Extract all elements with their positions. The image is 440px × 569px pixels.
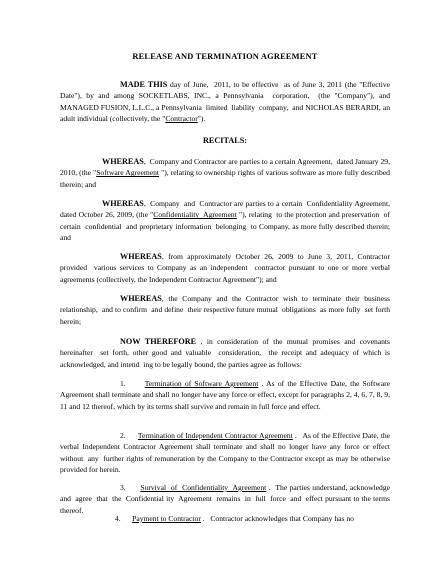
clause-4-number: 4. — [115, 514, 121, 523]
whereas-3-text: , from approximately October 26, 2009 to June 3, 2011, Contractor provided various services to Company as an independent contractor pursuant to one or more verbal agreements (collectively, the Independent Contractor Agreement"); and — [60, 252, 392, 284]
whereas-2-text-2: "), relating to the protection and preservation of certain confidential and proprietary information belonging to Company, as more fully described therein; and — [60, 210, 392, 242]
whereas-3-lead: WHEREAS — [120, 252, 162, 261]
clause-1-heading: Termination of Software Agreement — [144, 379, 259, 388]
document-title: RELEASE AND TERMINATION AGREEMENT — [132, 52, 318, 61]
whereas-2-term: Confidentiality Agreement — [153, 210, 237, 220]
clause-2 — [60, 430, 390, 475]
clause-2-text: . As of the Effective Date, the verbal Independent Contractor Agreement shall terminate and shall no longer have any force or effect without any further rights of remuneration by the Company to the Contractor except as may be otherwise provided for herein. — [60, 431, 392, 474]
whereas-paragraph-2 — [60, 198, 394, 243]
intro-contractor-term: Contractor — [165, 113, 198, 123]
clause-3-heading: Survival of Confidentiality Agreement — [140, 483, 267, 492]
clause-1 — [60, 378, 390, 412]
now-therefore-paragraph — [60, 336, 390, 370]
intro-lead: MADE THIS — [120, 80, 168, 89]
clause-3-number: 3. — [120, 483, 126, 492]
whereas-4-lead: WHEREAS — [120, 294, 162, 303]
clause-3-text: . The parties understand, acknowledge and agree that the Confidential ity Agreement remains in full force and effect pursuant to the terms thereof. — [60, 483, 394, 515]
whereas-1-text-1: , Company and Contractor are parties to a certain Agreement, dated January 29, 2010, (the " — [60, 157, 392, 178]
clause-2-heading: Termination of Independent Contractor Agreement — [137, 431, 293, 440]
whereas-paragraph-4 — [60, 293, 390, 327]
whereas-paragraph-3 — [60, 251, 390, 285]
intro-text-2: "). — [197, 113, 206, 123]
clause-2-number: 2. — [120, 431, 126, 440]
clause-3 — [60, 482, 394, 516]
clause-1-text: . As of the Effective Date, the Software Agreement shall terminate and shall no longer have any force or effect, except for paragraphs 2, 4, 6, 7, 8, 9, 11 and 12 thereof, which by its terms shall survive and remain in full force and effect. — [60, 379, 392, 411]
whereas-2-text-1: , Company and Contractor are parties to a certain Confidentiality Agreement, dated October 26, 2009, (the " — [60, 199, 394, 220]
whereas-paragraph-1 — [60, 156, 390, 190]
whereas-1-lead: WHEREAS — [102, 157, 144, 166]
intro-paragraph — [60, 79, 390, 124]
clause-4-text: . Contractor acknowledges that Company has no — [200, 514, 354, 523]
clause-4-heading: Payment to Contractor — [132, 514, 201, 523]
now-therefore-text: , in consideration of the mutual promises and covenants hereinafter set forth, other good and valuable consideration, the receipt and adequacy of which is acknowledged, and intend ing to be legally bound, the parties agree as follows: — [60, 337, 392, 369]
clause-1-number: 1. — [120, 379, 126, 388]
whereas-1-text-2: "), relating to ownership rights of various software as more fully described therein; and — [60, 168, 392, 189]
now-therefore-lead: NOW THEREFORE — [120, 337, 197, 346]
whereas-1-term: Software Agreement — [96, 168, 160, 178]
whereas-4-text: , the Company and the Contractor wish to terminate their business relationship, and to confirm and define their respective future mutual obligations as more fully set forth herein; — [60, 294, 392, 326]
recitals-heading: RECITALS: — [203, 136, 247, 145]
clause-4 — [60, 513, 390, 524]
intro-text-1: day of June, 2011, to be effective as of June 3, 2011 (the "Effective Date"), by and among SOCKETLABS, INC., a Pennsylvania corporation, (the "Company"), and MANAGED FUSION, L.L.C., a Pennsylvania limited liability company, and NICHOLAS BERARDI, an adult individual (collectively, the " — [60, 80, 392, 123]
whereas-2-lead: WHEREAS — [102, 199, 144, 208]
